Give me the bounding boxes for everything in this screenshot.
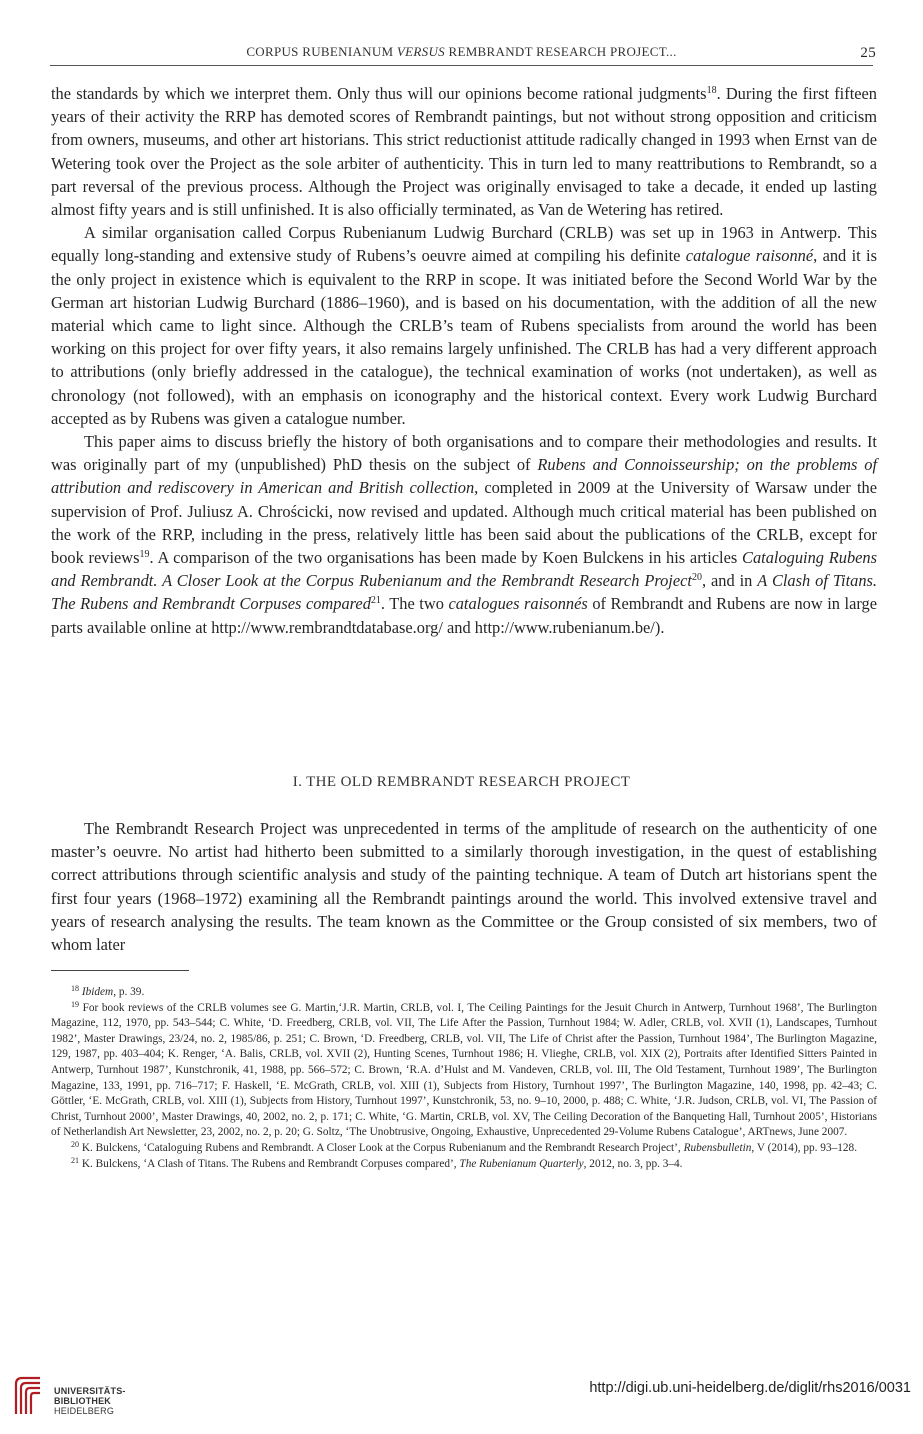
italic-run: catalogue raisonné <box>685 246 814 266</box>
paragraph <box>51 430 877 639</box>
text-run: , p. 39. <box>113 986 145 998</box>
paragraph: The Rembrandt Research Project was unprecedented in terms of the amplitude of research on the authenticity of one master’s oeuvre. No artist had hitherto been submitted to a similarly thorough investigation, in the quest of establishing correct attributions through scientific analysis and study of the painting technique. A team of Dutch art historians spent the first four years (1968–1972) examining all the Rembrandt paintings around the world. This involved extensive travel and years of research analysing the results. The team known as the Committee or the Group consisted of six members, two of whom later <box>51 819 877 955</box>
italic-run: Rubensbulletin <box>683 1141 752 1154</box>
logo-line: BIBLIOTHEK <box>54 1396 111 1406</box>
text-run: , completed in 2009 at the University of Warsaw under the supervision of Prof. Juliusz A. Chrościcki, now revised and updated. Although much critical material has been published on the work of the RRP, including in the press, relatively little has been said about the publications of the CRLB, except for book reviews <box>51 478 877 568</box>
running-head-title <box>0 44 923 60</box>
footnote-number: 18 <box>71 984 79 993</box>
paragraph <box>51 221 877 430</box>
footnote-20 <box>51 1141 877 1157</box>
body-text-section <box>51 817 877 956</box>
running-head-title-italic: VERSUS <box>396 44 445 59</box>
text-run: the standards by which we interpret them. Only thus will our opinions become rational judgments <box>51 84 707 103</box>
running-head-title-part: CORPUS RUBENIANUM <box>246 44 397 59</box>
footnote-ref[interactable]: 21 <box>370 595 381 607</box>
footnote-number: 19 <box>71 999 79 1009</box>
text-run: A similar organisation called Corpus Rubenianum Ludwig Burchard (CRLB) was set up in 1963 in Antwerp. This equally long-standing and extensive study of Rubens’s oeuvre aimed at compiling his definite <box>51 223 877 266</box>
footnote-21 <box>51 1157 877 1173</box>
header-rule <box>50 65 873 66</box>
paragraph <box>51 82 877 221</box>
text-run: , V (2014), pp. 93–128. <box>751 1141 858 1154</box>
italic-run: Ibidem <box>81 986 114 998</box>
italic-run: A Clash of Titans. The Rubens and Rembrandt Corpuses compared <box>51 571 878 614</box>
text-run: of Rembrandt and Rubens are now in large parts available online at http://www.rembrandtdatabase.org/ and http://www.rubenianum.be/). <box>51 594 877 637</box>
text-run: K. Bulckens, ‘Cataloguing Rubens and Rembrandt. A Closer Look at the Corpus Rubenianum and the Rembrandt Research Project’, <box>81 1141 684 1154</box>
footnote-19 <box>51 1001 877 1141</box>
italic-run: Rubens and Connoisseurship; on the problems of attribution and rediscovery in American and British collection <box>51 455 877 498</box>
italic-run: catalogues raisonnés <box>448 594 588 614</box>
running-head-title-part: REMBRANDT RESEARCH PROJECT... <box>444 44 677 59</box>
text-run: K. Bulckens, ‘A Clash of Titans. The Rubens and Rembrandt Corpuses compared’, <box>81 1157 460 1170</box>
library-logo-text <box>54 1386 126 1416</box>
footnote-number: 21 <box>71 1155 79 1165</box>
footnotes <box>51 985 877 1172</box>
text-run: This paper aims to discuss briefly the history of both organisations and to compare their methodologies and results. It was originally part of my (unpublished) PhD thesis on the subject of <box>51 432 877 475</box>
text-run: . During the first fifteen years of their activity the RRP has demoted scores of Rembrandt paintings, but not without strong opposition and criticism from owners, museums, and other art historians. This strict reductionist attitude radically changed in 1993 when Ernst van de Wetering took over the Project as the sole arbiter of authenticity. This in turn led to many reattributions to Rembrandt, so a part reversal of the previous process. Although the Project was originally envisaged to take a decade, it ended up lasting almost fifty years and is still unfinished. It is also officially terminated, as Van de Wetering has retired. <box>51 84 877 220</box>
text-run: , and it is the only project in existence which is equivalent to the RRP in scope. It was initiated before the Second World War by the German art historian Ludwig Burchard (1886–1960), and is based on his documentation, with the addition of all the new material which came to light since. Although the CRLB’s team of Rubens specialists from around the world has been working on this project for over fifty years, it also remains largely unfinished. The CRLB has had a very different approach to attributions (only briefly addressed in the catalogue), the technical examination of works (not undertaken), as well as chronology (not followed), with an emphasis on iconography and the historical context. Every work Ludwig Burchard accepted as by Rubens was given a catalogue number. <box>51 246 877 428</box>
page-number: 25 <box>860 45 876 61</box>
footer <box>0 1370 923 1434</box>
italic-run: The Rubenianum Quarterly <box>459 1157 584 1170</box>
text-run: , and in <box>701 571 758 591</box>
footnote-rule <box>51 970 189 971</box>
footnote-18 <box>51 985 877 1001</box>
logo-line: HEIDELBERG <box>54 1406 115 1416</box>
footnote-number: 20 <box>71 1139 79 1149</box>
logo-line: UNIVERSITÄTS- <box>54 1386 126 1396</box>
text-run: . The two <box>380 594 449 614</box>
library-logo[interactable] <box>10 1374 160 1424</box>
text-run: For book reviews of the CRLB volumes see G. Martin,‘J.R. Martin, CRLB, vol. I, The Ceiling Paintings for the Jesuit Church in Antwerp, Turnhout 1968’, The Burlington Magazine, 112, 1970, pp. 543–544; C. White, ‘D. Freedberg, CRLB, vol. VII, The Life After the Passion, Turnhout 1984; W. Adler, CRLB, vol. XVII (1), Landscapes, Turnhout 1982’, Master Drawings, 23/24, no. 2, 1985/86, p. 251; C. Brown, ‘D. Freedberg, CRLB, vol. VII, The Life of Christ after the Passion, Turnhout 1984’, The Burlington Magazine, 129, 1987, pp. 403–404; K. Renger, ‘A. Balis, CRLB, vol. XVII (2), Hunting Scenes, Turnhout 1986; H. Vlieghe, CRLB, vol. XIX (2), Portraits after Identified Sitters Painted in Antwerp, Turnhout 1987’, Kunstchronik, 41, 1988, pp. 566–572; C. Brown, ‘R.A. d’Hulst and M. Vandeven, CRLB, vol. III, The Old Testament, Turnhout 1989’, The Burlington Magazine, 133, 1991, pp. 716–717; F. Haskell, ‘E. McGrath, CRLB, vol. XIII (1), Subjects from History, Turnhout 1997’, The Burlington Magazine, 140, 1998, pp. 42–43; C. Göttler, ‘E. McGrath, CRLB, vol. XIII (1), Subjects from History, Turnhout 1997’, Kunstchronik, 53, no. 9–10, 2000, p. 488; C. White, ‘J.R. Judson, CRLB, vol. VI, The Passion of Christ, Turnhout 2000’, Master Drawings, 40, 2002, no. 2, p. 171; C. White, ‘G. Martin, CRLB, vol. XV, The Ceiling Decoration of the Banqueting Hall, Turnhout 2005’, Historians of Netherlandish Art Newsletter, 23, 2002, no. 2, p. 20; G. Soltz, ‘The Unobtrusive, Ongoing, Exhaustive, Unprecedented 29-Volume Rubens Catalogue’, ARTnews, June 2007. <box>51 1001 877 1139</box>
section-heading: I. THE OLD REMBRANDT RESEARCH PROJECT <box>292 774 631 790</box>
text-run: , 2012, no. 3, pp. 3–4. <box>583 1157 683 1170</box>
footnote-ref[interactable]: 19 <box>139 549 150 561</box>
body-text <box>51 82 877 639</box>
source-url-link[interactable]: http://digi.ub.uni-heidelberg.de/diglit/rhs2016/0031 <box>589 1380 911 1396</box>
library-logo-icon <box>10 1374 48 1418</box>
text-run: . A comparison of the two organisations has been made by Koen Bulckens in his articles <box>149 548 743 568</box>
italic-run: Cataloguing Rubens and Rembrandt. A Closer Look at the Corpus Rubenianum and the Rembrandt Research Project <box>51 548 877 591</box>
footnote-ref[interactable]: 18 <box>706 85 717 96</box>
footnote-ref[interactable]: 20 <box>691 572 702 584</box>
